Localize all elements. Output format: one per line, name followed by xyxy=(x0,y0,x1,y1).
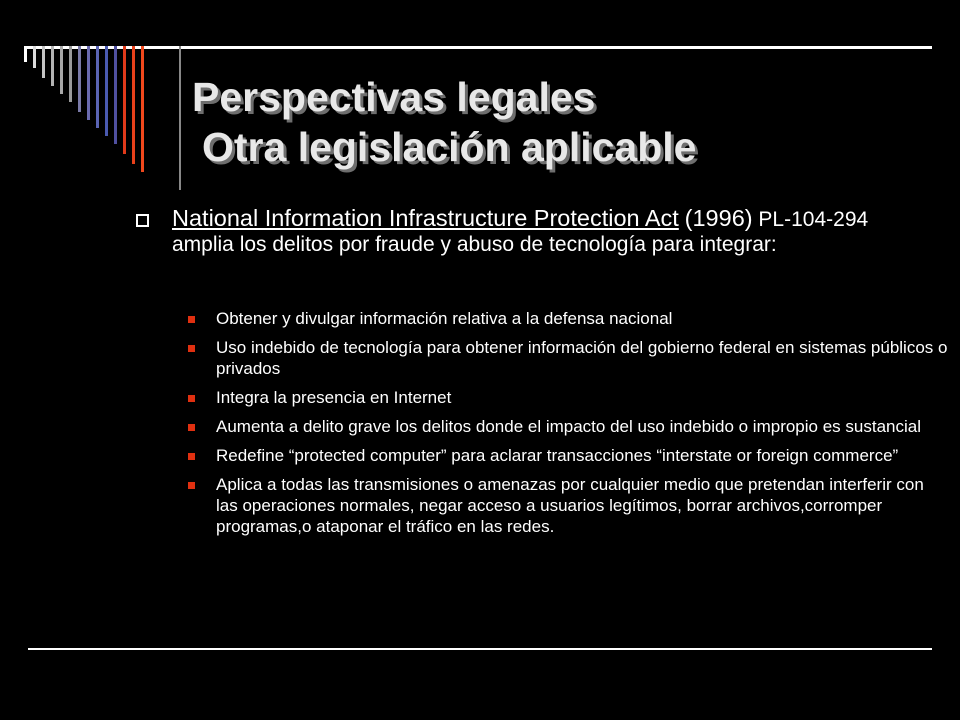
main-bullet-text xyxy=(172,206,896,257)
decor-bar xyxy=(51,46,54,86)
decor-bar xyxy=(24,46,27,62)
decor-bar xyxy=(114,46,117,144)
square-bullet-icon xyxy=(188,453,195,460)
sub-bullet-text: Aplica a todas las transmisiones o amenazas por cualquier medio que pretendan interferir con las operaciones normales, negar acceso a usuarios legítimos, borrar archivos,corromper programas,o ataponar el tráfico en las redes. xyxy=(216,475,924,536)
sub-bullet-text: Uso indebido de tecnología para obtener información del gobierno federal en sistemas públicos o privados xyxy=(216,338,948,378)
square-bullet-icon xyxy=(188,424,195,431)
sub-bullet-text: Aumenta a delito grave los delitos donde el impacto del uso indebido o impropio es sustancial xyxy=(216,417,921,436)
decor-bar xyxy=(132,46,135,164)
decor-bar xyxy=(105,46,108,136)
title-line-1: Perspectivas legales xyxy=(192,74,596,120)
decor-bar xyxy=(123,46,126,154)
list-item xyxy=(188,308,948,329)
decor-bar xyxy=(42,46,45,78)
sub-bullet-list xyxy=(188,308,948,545)
list-item xyxy=(188,474,948,537)
square-bullet-icon xyxy=(188,345,195,352)
act-description: PL-104-294 amplia los delitos por fraude y abuso de tecnología para integrar: xyxy=(172,208,869,256)
decor-bar xyxy=(179,46,181,190)
act-year: (1996) xyxy=(684,205,753,231)
decor-bar xyxy=(60,46,63,94)
act-name-link[interactable]: National Information Infrastructure Protection Act xyxy=(172,205,679,231)
sub-bullet-text: Integra la presencia en Internet xyxy=(216,388,452,407)
decor-bar xyxy=(78,46,81,112)
list-item xyxy=(188,337,948,379)
bottom-decor-line xyxy=(28,648,932,650)
sub-bullet-text: Obtener y divulgar información relativa a la defensa nacional xyxy=(216,309,673,328)
decor-bar xyxy=(33,46,36,68)
main-bullet xyxy=(136,206,896,257)
list-item xyxy=(188,445,948,466)
square-bullet-icon xyxy=(188,482,195,489)
decor-bar xyxy=(141,46,144,172)
list-item xyxy=(188,416,948,437)
decor-bar xyxy=(96,46,99,128)
hollow-square-bullet-icon xyxy=(136,214,149,227)
decor-bar xyxy=(69,46,72,102)
title-line-2: Otra legislación aplicable xyxy=(202,124,697,170)
decor-bar xyxy=(87,46,90,120)
top-decor-line xyxy=(24,46,932,49)
slide-title xyxy=(192,72,696,172)
list-item xyxy=(188,387,948,408)
square-bullet-icon xyxy=(188,316,195,323)
sub-bullet-text: Redefine “protected computer” para aclarar transacciones “interstate or foreign commerce” xyxy=(216,446,899,465)
square-bullet-icon xyxy=(188,395,195,402)
